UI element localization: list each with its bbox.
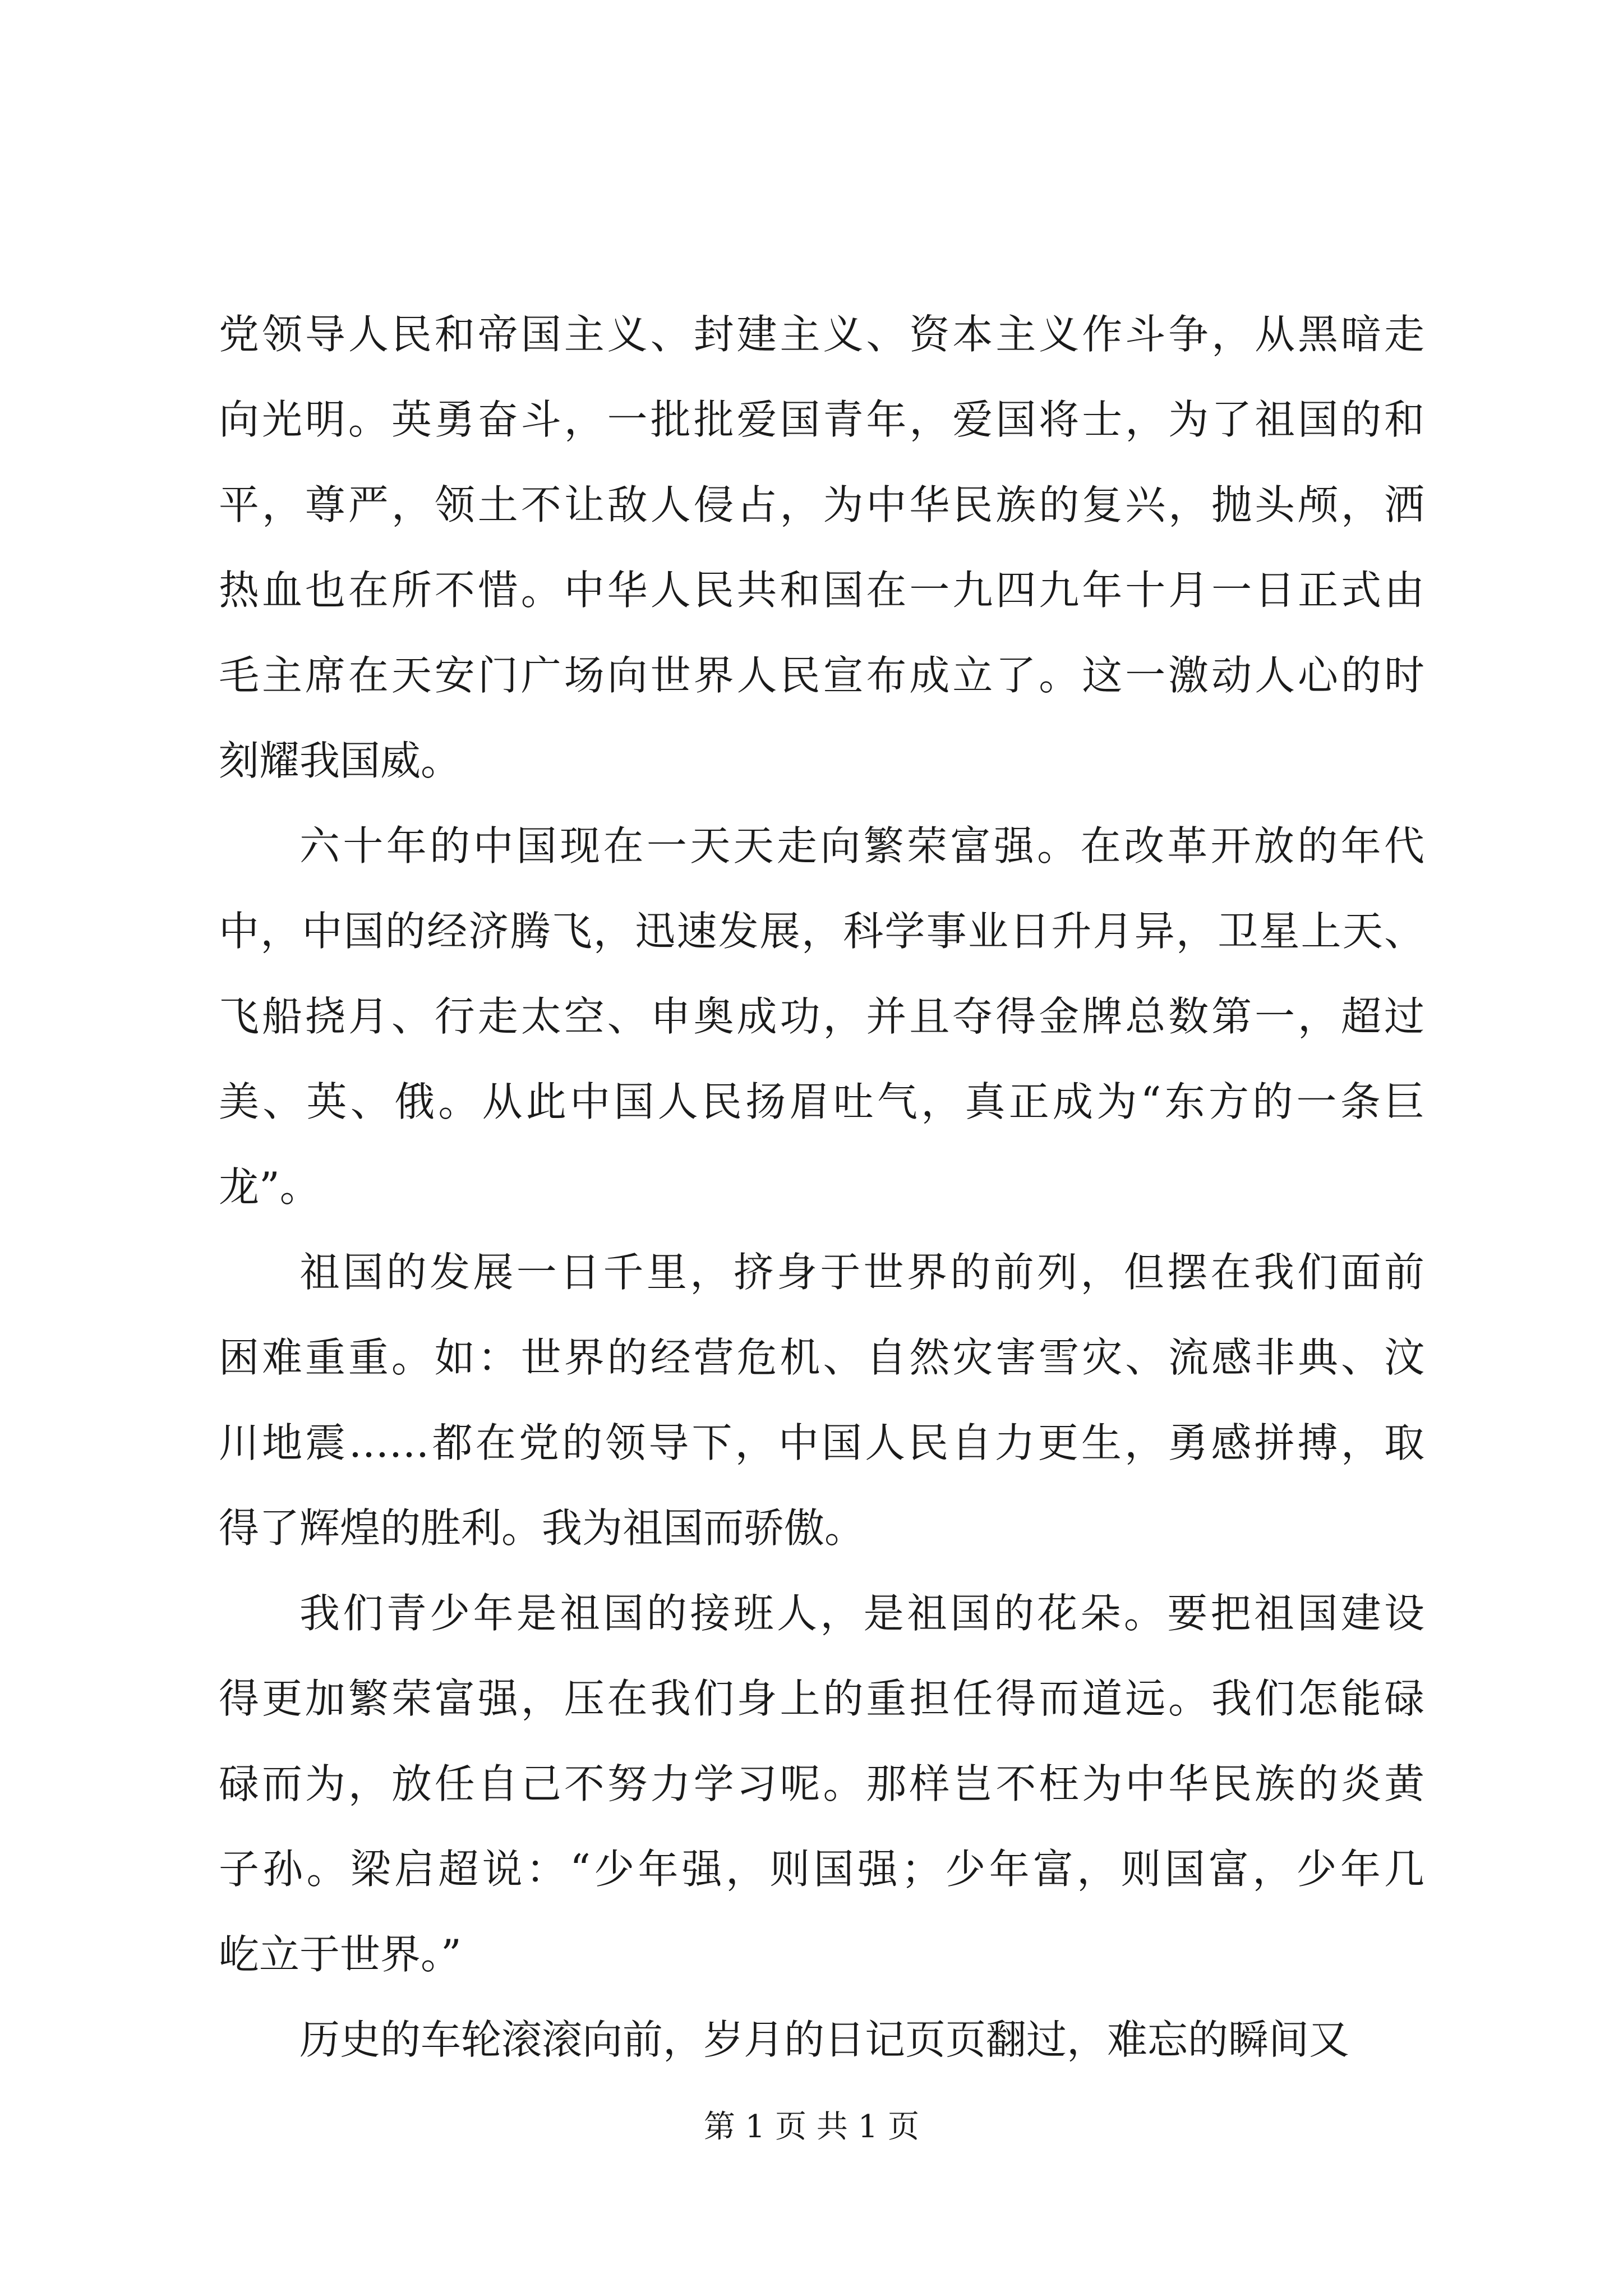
text-line: 刻耀我国威。	[219, 737, 462, 784]
text-line: 飞船挠月、行走太空、申奥成功，并且夺得金牌总数第一，超过	[219, 993, 1424, 1040]
paragraph	[219, 803, 1424, 1230]
text-line: 得了辉煌的胜利。我为祖国而骄傲。	[219, 1504, 865, 1552]
page-footer: 第 1 页 共 1 页	[703, 2109, 920, 2145]
body-text	[219, 292, 1424, 2082]
text-line: 历史的车轮滚滚向前，岁月的日记页页翻过，难忘的瞬间又	[299, 2016, 1350, 2063]
paragraph	[219, 1571, 1424, 1997]
text-line: 向光明。英勇奋斗，一批批爱国青年，爱国将士，为了祖国的和	[219, 396, 1424, 443]
text-line: 党领导人民和帝国主义、封建主义、资本主义作斗争，从黑暗走	[219, 311, 1424, 358]
text-line: 美、英、俄。从此中国人民扬眉吐气，真正成为“东方的一条巨	[219, 1078, 1424, 1125]
text-line: 碌而为，放任自己不努力学习呢。那样岂不枉为中华民族的炎黄	[219, 1760, 1424, 1807]
text-line: 六十年的中国现在一天天走向繁荣富强。在改革开放的年代	[299, 822, 1424, 869]
text-line: 困难重重。如：世界的经营危机、自然灾害雪灾、流感非典、汶	[219, 1334, 1424, 1381]
text-line: 热血也在所不惜。中华人民共和国在一九四九年十月一日正式由	[219, 567, 1424, 614]
text-line: 子孙。梁启超说：“少年强，则国强；少年富，则国富，少年几	[219, 1846, 1424, 1893]
paragraph	[219, 1230, 1424, 1571]
text-line: 中，中国的经济腾飞，迅速发展，科学事业日升月异，卫星上天、	[219, 908, 1424, 955]
paragraph	[219, 1997, 1424, 2082]
text-line: 得更加繁荣富强，压在我们身上的重担任得而道远。我们怎能碌	[219, 1675, 1424, 1722]
text-line: 祖国的发展一日千里，挤身于世界的前列，但摆在我们面前	[299, 1249, 1424, 1296]
text-line: 川地震……都在党的领导下，中国人民自力更生，勇感拼搏，取	[219, 1419, 1424, 1466]
text-line: 龙”。	[219, 1163, 320, 1211]
text-line: 毛主席在天安门广场向世界人民宣布成立了。这一激动人心的时	[219, 652, 1424, 699]
text-line: 平，尊严，领土不让敌人侵占，为中华民族的复兴，抛头颅，洒	[219, 481, 1424, 528]
text-line: 我们青少年是祖国的接班人，是祖国的花朵。要把祖国建设	[299, 1590, 1424, 1637]
text-line: 屹立于世界。”	[219, 1931, 462, 1978]
paragraph	[219, 292, 1424, 803]
